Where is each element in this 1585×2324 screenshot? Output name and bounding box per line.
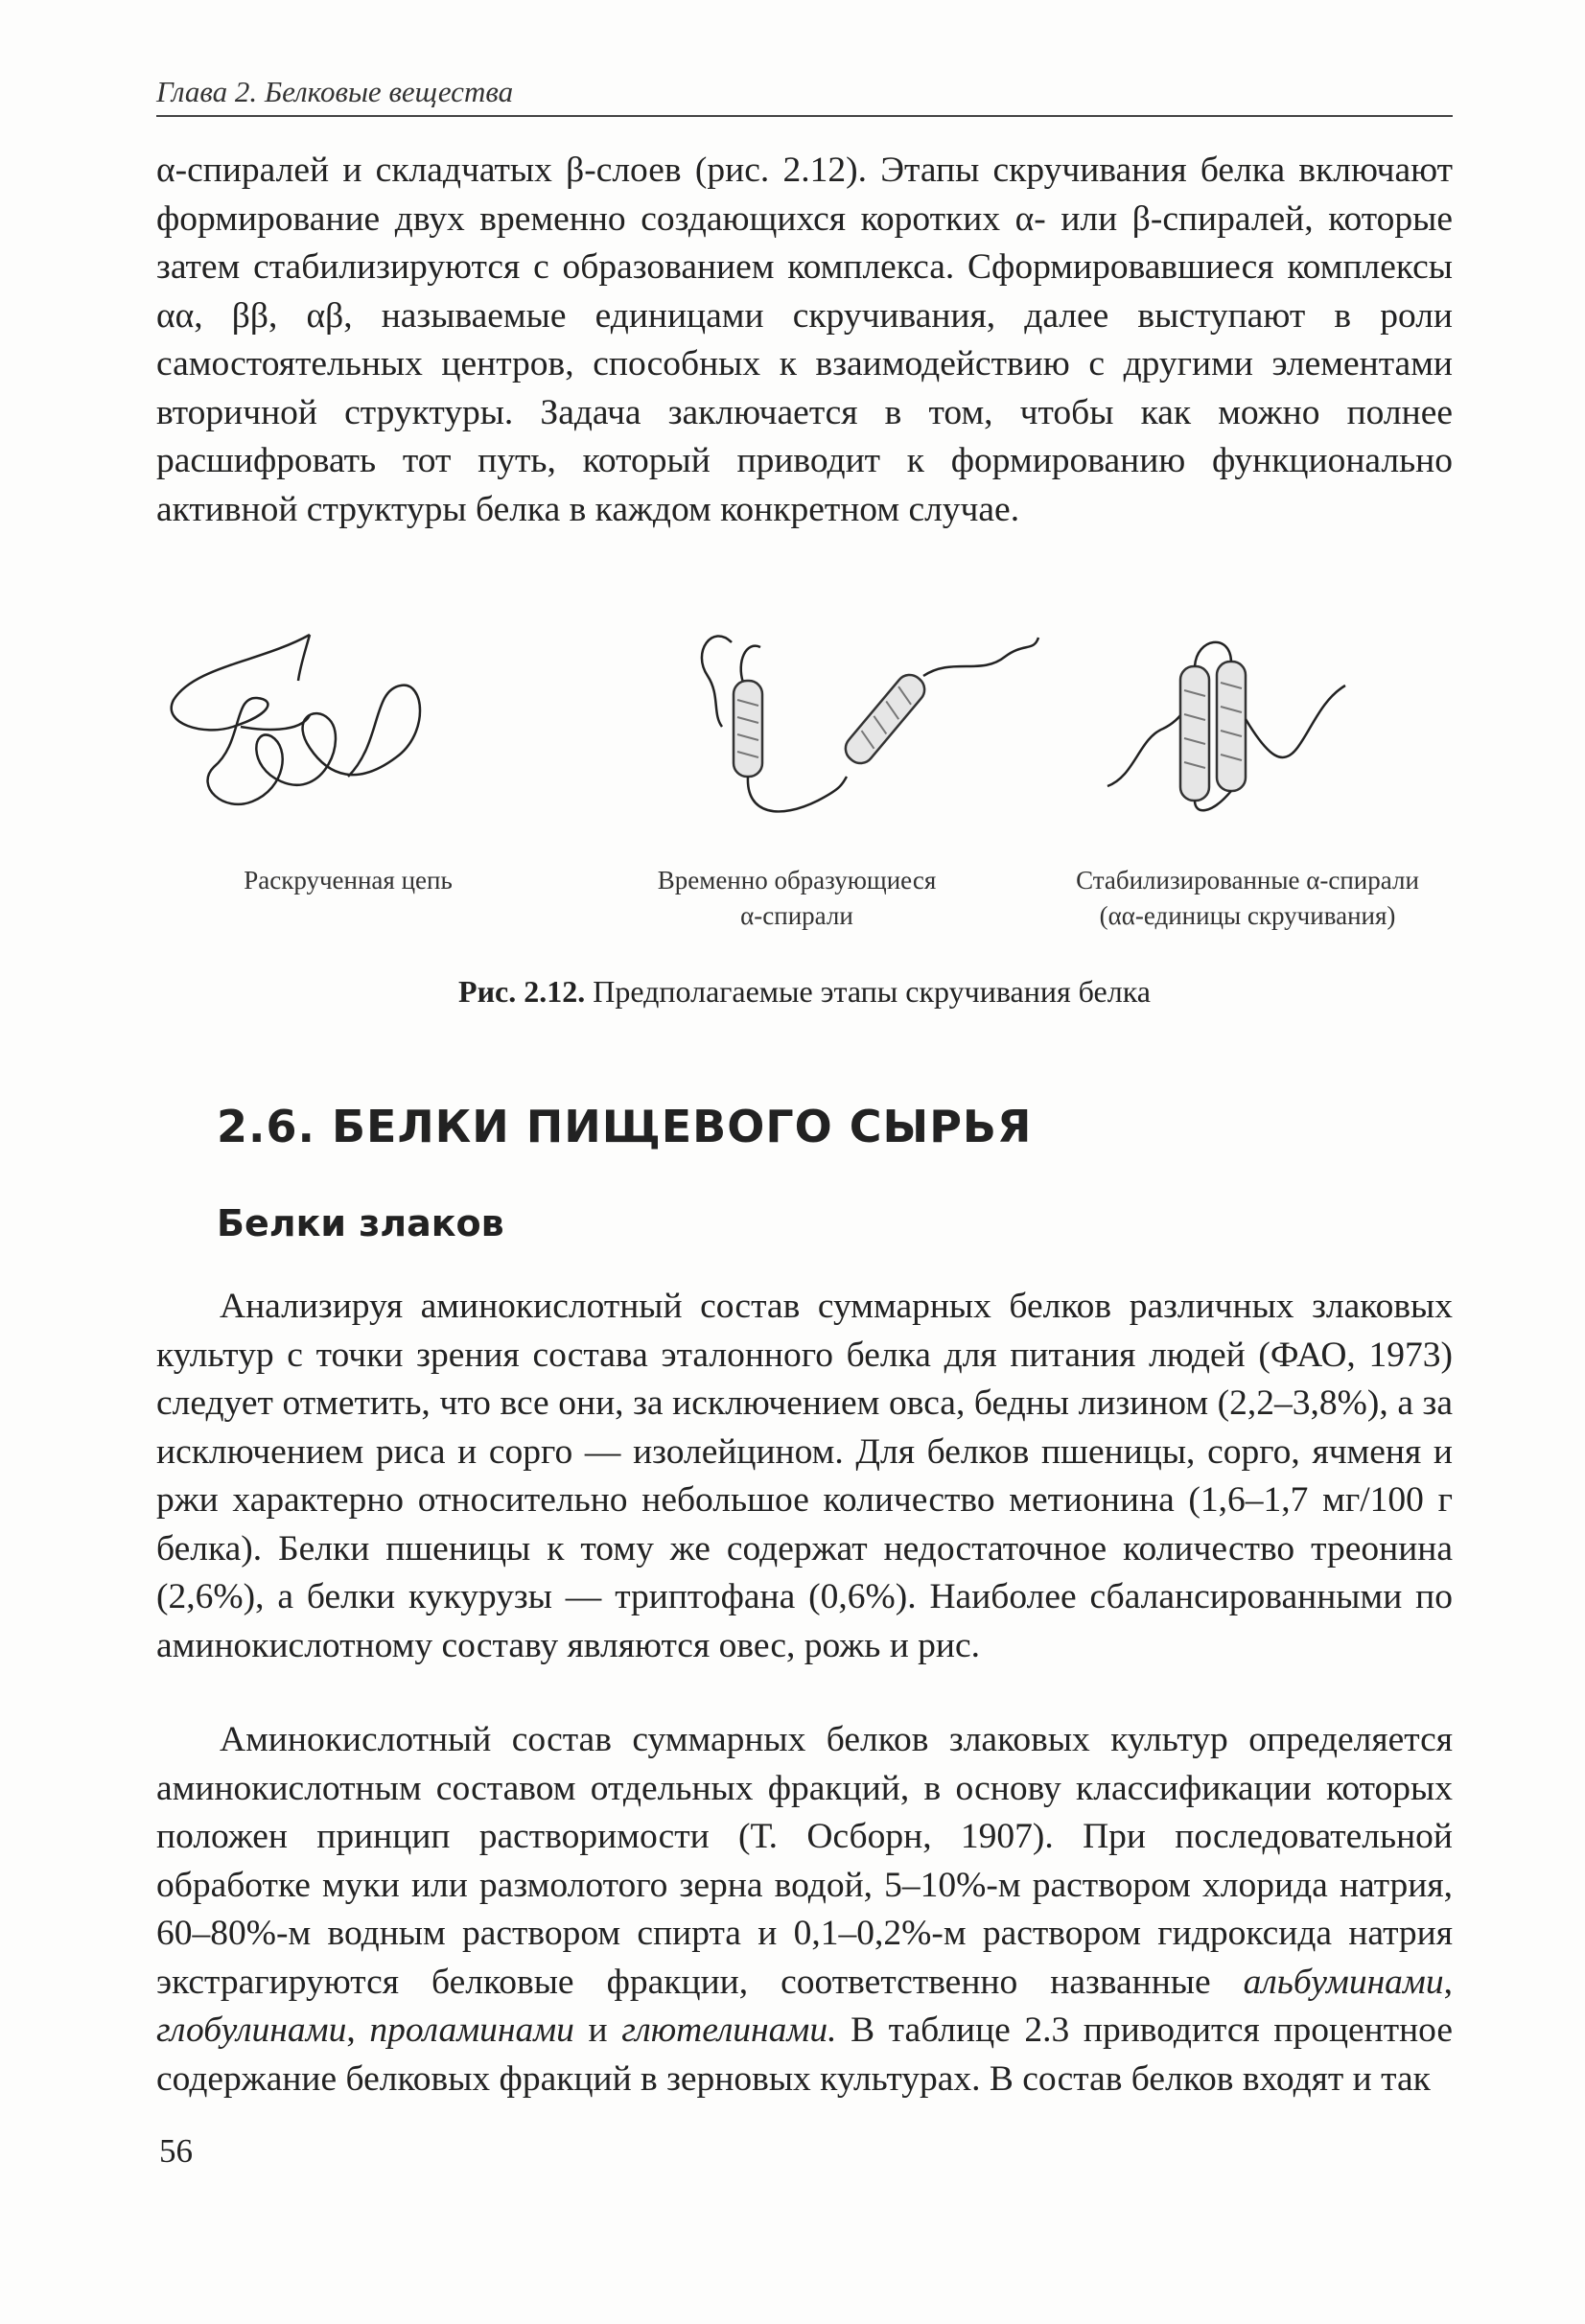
figure-label-unfolded: Раскрученная цепь [244, 866, 453, 895]
term-glutelins: глютелинами. [621, 2010, 837, 2050]
section-title: 2.6. БЕЛКИ ПИЩЕВОГО СЫРЬЯ [217, 1101, 1033, 1152]
figure-caption-text: Предполагаемые этапы скручивания белка [593, 974, 1151, 1009]
figure-2-12 [156, 623, 1453, 1007]
protein-folding-illustration [156, 623, 1453, 872]
figure-label-transient: Временно образующиеся α-спирали [657, 866, 937, 930]
term-prolamins: проламинами [369, 2010, 574, 2050]
transient-helices-drawing [702, 636, 1038, 811]
stabilized-helices-drawing [1107, 642, 1345, 810]
unfolded-chain-drawing [172, 635, 420, 804]
paragraph-fractions: Аминокислотный состав суммарных белков злаковых культур определяется аминокислотным составом отдельных фракций, в основу классификации которых положен принцип растворимости (Т. Осборн, 1907). При последовательной обработке муки или размолотого зерна водой, 5–10%-м раствором хлорида натрия, 60–80%-м водным раствором спирта и 0,1–0,2%-м раствором гидроксида натрия экстрагируются белковые фракции, соответственно названные альбуминами, глобулинами, проламинами и глютелинами. В таблице 2.3 приводится процентное содержание белковых фракций в зерновых культурах. В состав белков входят и так [156, 1720, 1454, 2099]
term-globulins: глобулинами [156, 2010, 347, 2050]
page-number: 56 [159, 2132, 193, 2170]
paragraph-amino-acids: Анализируя аминокислотный состав суммарных белков различных злаковых культур с точки зрения состава эталонного белка для питания людей (ФАО, 1973) следует отметить, что все они, за исключением овса, бедны лизином (2,2–3,8%), а за исключением риса и сорго — изолейцином. Для белков пшеницы, сорго, ячменя и ржи характерно относительно небольшое количество метионина (1,6–1,7 мг/100 г белка). Белки пшеницы к тому же содержат недостаточное количество треонина (2,6%), а белки кукурузы — триптофана (0,6%). Наиболее сбалансированными по аминокислотному составу являются овес, рожь и рис. [156, 1287, 1453, 1665]
figure-caption [156, 974, 1453, 1010]
subsection-title: Белки злаков [217, 1202, 504, 1244]
figure-caption-number: Рис. 2.12. [458, 974, 586, 1009]
paragraph-intro: α-спиралей и складчатых β-слоев (рис. 2.12). Этапы скручивания белка включают формирование двух временно создающихся коротких α- или β-спиралей, которые затем стабилизируются с образованием комплекса. Сформировавшиеся комплексы αα, ββ, αβ, называемые единицами скручивания, далее выступают в роли самостоятельных центров, способных к взаимодействию с другими элементами вторичной структуры. Задача заключается в том, чтобы как можно полнее расшифровать тот путь, который приводит к формированию функционально активной структуры белка в каждом конкретном случае. [156, 151, 1453, 529]
term-albumins: альбуминами [1243, 1962, 1444, 2002]
figure-label-stabilized: Стабилизированные α-спирали (αα-единицы скручивания) [1076, 866, 1419, 930]
running-head: Глава 2. Белковые вещества [156, 75, 1453, 117]
